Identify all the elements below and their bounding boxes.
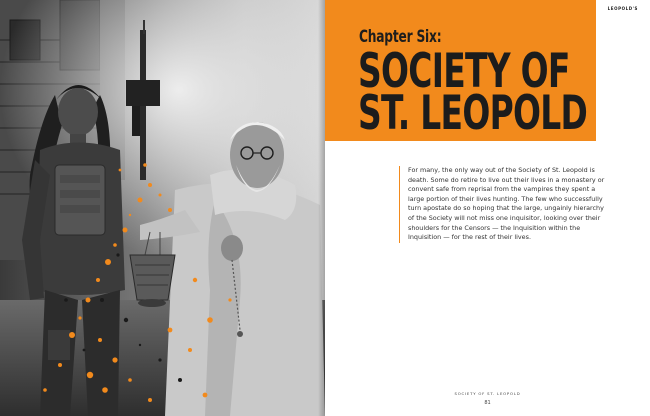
intro-paragraph: For many, the only way out of the Society of St. Leopold is death. Some do retire to live out their lives in a monastery or convent safe from reprisal from the vampires they spent a large portion of their lives hunting. The few who successfully turn apostate do so hoping that the large, ungainly hierarchy of the Society will not miss one inquisitor, looking over their shoulders for the Censors — the Inquisition within the Inquisition — for the rest of their lives. (399, 166, 608, 243)
page-number: 81 (484, 400, 491, 406)
chapter-title-block (325, 0, 596, 141)
chapter-title-line-2: ST. LEOPOLD (358, 86, 588, 141)
chapter-label: Chapter Six: (359, 27, 442, 47)
running-header: LEOPOLD'S (607, 6, 638, 11)
running-footer: SOCIETY OF ST. LEOPOLD (454, 391, 521, 396)
chapter-title-line-1: SOCIETY OF (358, 44, 570, 99)
